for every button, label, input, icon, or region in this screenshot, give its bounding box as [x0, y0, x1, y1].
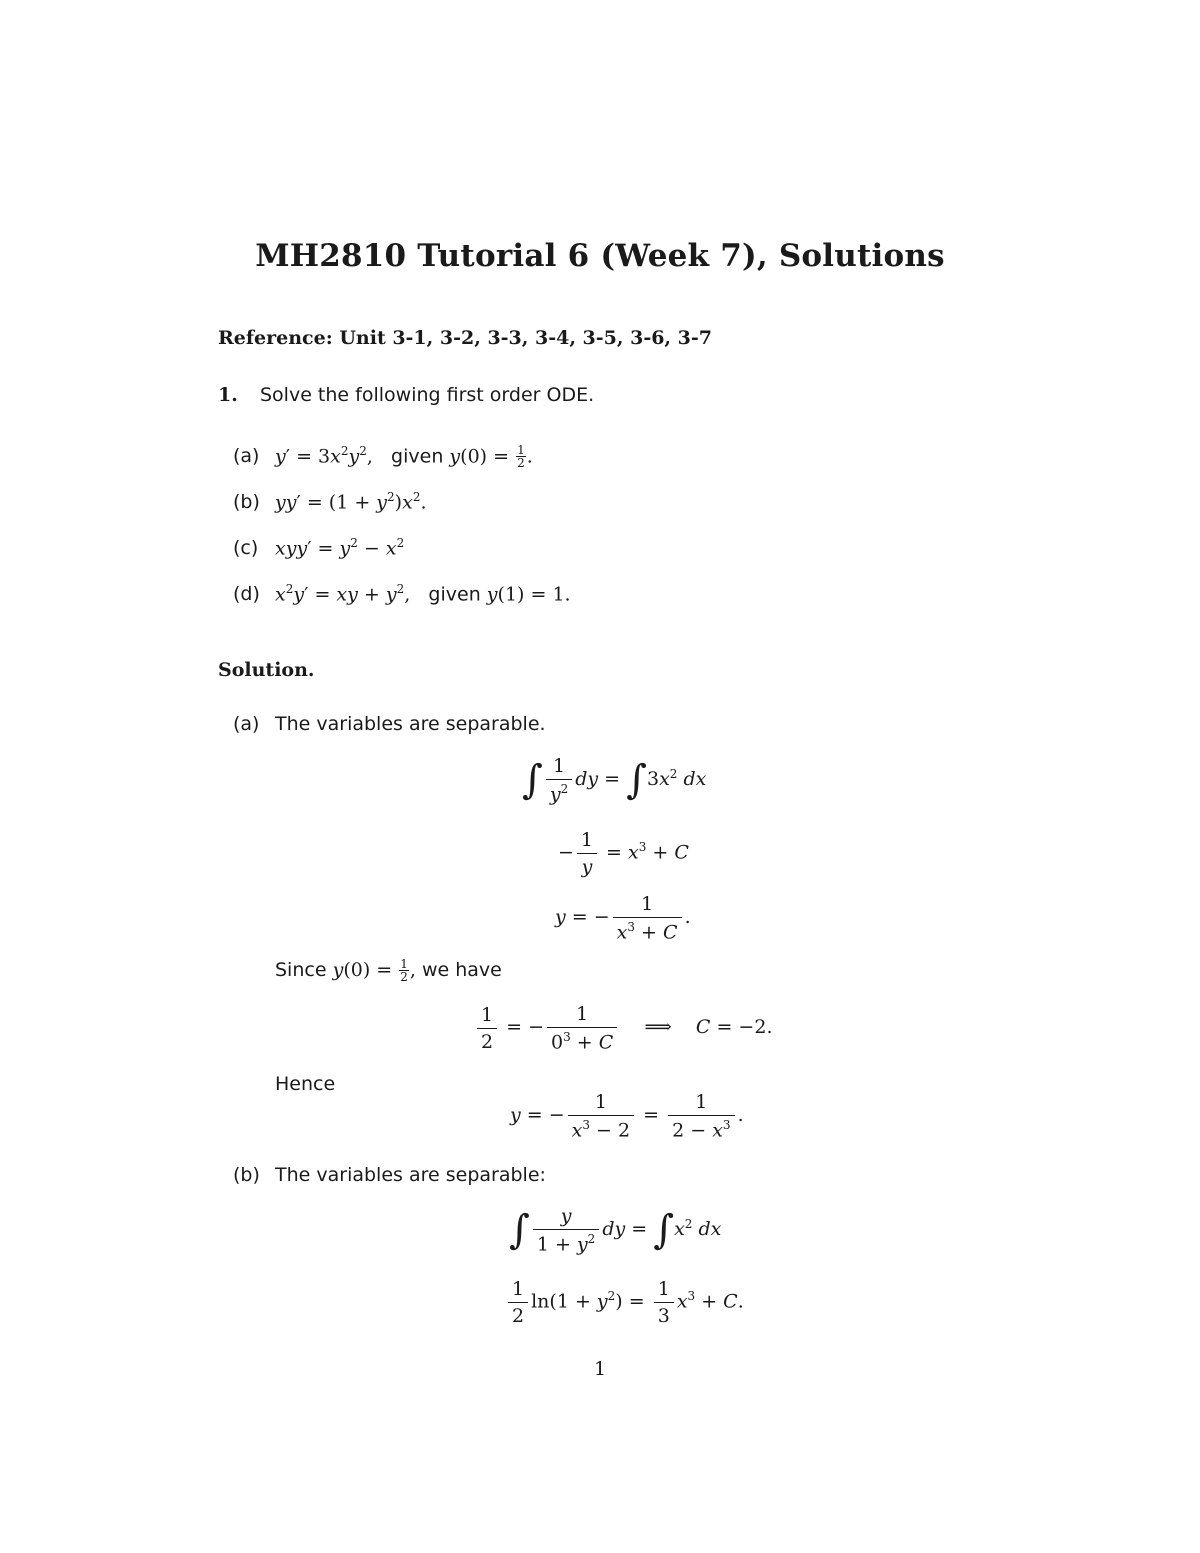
- solution-a-text: The variables are separable.: [275, 713, 546, 735]
- page-number: 1: [593, 1358, 607, 1380]
- page-title: MH2810 Tutorial 6 (Week 7), Solutions: [255, 238, 945, 274]
- equation-a-1: ∫ $\frac{1}{y^2}$ dy = $\int 3x^2$ dx: [522, 755, 707, 806]
- hence-word: Hence: [275, 1073, 336, 1095]
- part-label: (b): [233, 491, 260, 514]
- given-word: given: [428, 583, 481, 606]
- question-part-d: (d) $x^2y'$ = xy + $y^2$, given y(1) = 1.: [233, 582, 571, 606]
- solution-b-text: The variables are separable:: [275, 1164, 546, 1186]
- question-text: Solve the following first order ODE.: [260, 384, 595, 406]
- equation-a-5: y = − $\frac{1}{x^3 - 2}$ = $\frac{1}{2 - x^3}$ .: [510, 1091, 744, 1142]
- we-have-text: we have: [421, 959, 502, 981]
- reference-line: Reference: Unit 3-1, 3-2, 3-3, 3-4, 3-5, 3-6, 3-7: [218, 327, 712, 349]
- part-label: (c): [233, 537, 259, 560]
- question-part-a: (a) $y' = 3x^2y^2$, given y(0) = $\frac{1}{2}$ .: [233, 443, 533, 471]
- given-word: given: [391, 445, 444, 468]
- solution-heading: Solution.: [218, 659, 315, 681]
- since-word: Since: [275, 959, 327, 981]
- solution-label-b: (b): [233, 1164, 260, 1186]
- equation-b-1: ∫ $\frac{y}{1 + y^2}$ dy = $\int x^2$ dx: [509, 1205, 722, 1256]
- solution-a-intro: [233, 713, 546, 735]
- equation-b-2: $\frac{1}{2}$ $\ln(1 + y^2)$ = $\frac{1}{3}$ $x^3 + C$.: [505, 1278, 744, 1327]
- equation-a-2: − $\frac{1}{y}$ = $x^3 + C$: [558, 829, 689, 878]
- equation-a-3: y = − $\frac{1}{x^3 + C}$ .: [555, 893, 691, 944]
- solution-b-intro: [233, 1164, 546, 1186]
- part-label: (a): [233, 445, 260, 468]
- question-part-c: (c) $xyy' = y^2 - x^2$: [233, 536, 405, 560]
- question-1: [218, 384, 594, 406]
- since-line: Since y(0) = $\frac{1}{2}$ , we have: [275, 957, 502, 984]
- part-label: (d): [233, 583, 260, 606]
- question-part-b: (b) $yy' = (1 + y^2)x^2$.: [233, 490, 427, 514]
- question-number: 1.: [218, 384, 238, 406]
- solution-label-a: (a): [233, 713, 260, 735]
- equation-a-4: $\frac{1}{2}$ = − $\frac{1}{0^3 + C}$ ⟹ C = −2.: [474, 1003, 772, 1053]
